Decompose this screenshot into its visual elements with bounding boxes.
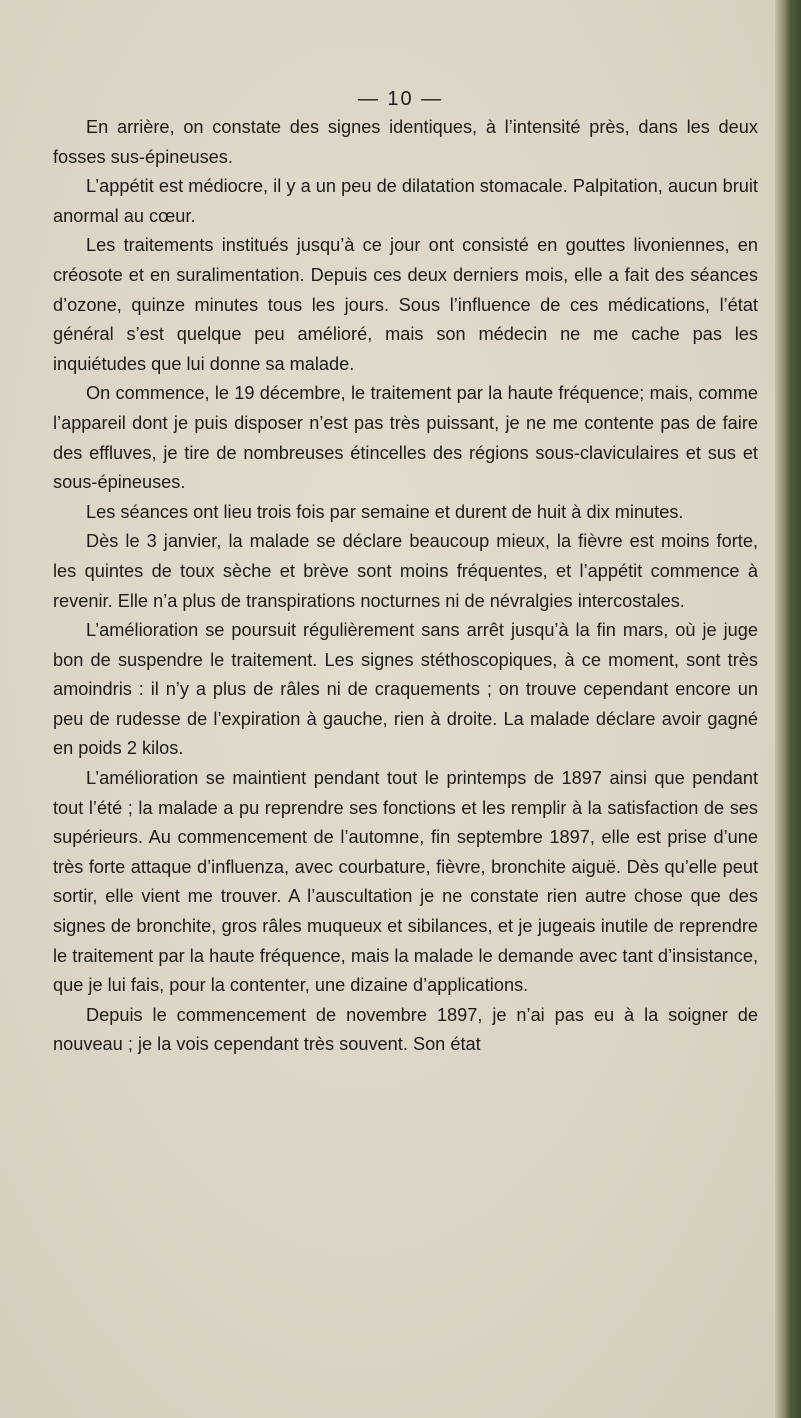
paragraph: Les séances ont lieu trois fois par semaine et durent de huit à dix minutes. bbox=[86, 501, 684, 522]
body-text bbox=[53, 113, 758, 1060]
paragraph: Les traitements institués jusqu’à ce jour ont consisté en gouttes livoniennes, en créosote et en suralimentation. Depuis ces deux derniers mois, elle a fait des séances d’ozone, quinze minutes tous les jours. Sous l’influence de ces médications, l’état général s’est quelque peu amélioré, mais son médecin ne me cache pas les inquiétudes que lui donne sa malade. bbox=[53, 235, 758, 374]
paragraph: En arrière, on constate des signes identiques, à l’intensité près, dans les deux fosses sus-épineuses. bbox=[53, 117, 758, 167]
paragraph: Dès le 3 janvier, la malade se déclare beaucoup mieux, la fièvre est moins forte, les quintes de toux sèche et brève sont moins fréquentes, et l’appétit commence à revenir. Elle n’a plus de transpirations nocturnes ni de névralgies intercostales. bbox=[53, 531, 758, 611]
book-spine-edge bbox=[775, 0, 801, 1418]
paragraph: L’amélioration se maintient pendant tout le printemps de 1897 ainsi que pendant tout l’été ; la malade a pu reprendre ses fonctions et les remplir à la satisfaction de ses supérieurs. Au commencement de l’automne, fin septembre 1897, elle est prise d’une très forte attaque d’influenza, avec courbature, fièvre, bronchite aiguë. Dès qu’elle peut sortir, elle vient me trouver. A l’auscultation je ne constate rien autre chose que des signes de bronchite, gros râles muqueux et sibilances, et je jugeais inutile de reprendre le traitement par la haute fréquence, mais la malade le demande avec tant d’insistance, que je lui fais, pour la contenter, une dizaine d’applications. bbox=[53, 768, 758, 996]
paragraph: L’amélioration se poursuit régulièrement sans arrêt jusqu’à la fin mars, où je juge bon de suspendre le traitement. Les signes stéthoscopiques, à ce moment, sont très amoindris : il n’y a plus de râles ni de craquements ; on trouve cependant encore un peu de rudesse de l’expiration à gauche, rien à droite. La malade déclare avoir gagné en poids 2 kilos. bbox=[53, 620, 758, 759]
paragraph: L’appétit est médiocre, il y a un peu de dilatation stomacale. Palpitation, aucun bruit anormal au cœur. bbox=[53, 176, 758, 226]
paragraph: Depuis le commencement de novembre 1897, je n’ai pas eu à la soigner de nouveau ; je la vois cependant très souvent. Son état bbox=[53, 1004, 758, 1055]
paragraph: On commence, le 19 décembre, le traitement par la haute fréquence; mais, comme l’appareil dont je puis disposer n’est pas très puissant, je ne me contente pas de faire des effluves, je tire de nombreuses étincelles des régions sous-claviculaires et sus et sous-épineuses. bbox=[53, 383, 758, 493]
page-number: — 10 — bbox=[357, 88, 444, 110]
